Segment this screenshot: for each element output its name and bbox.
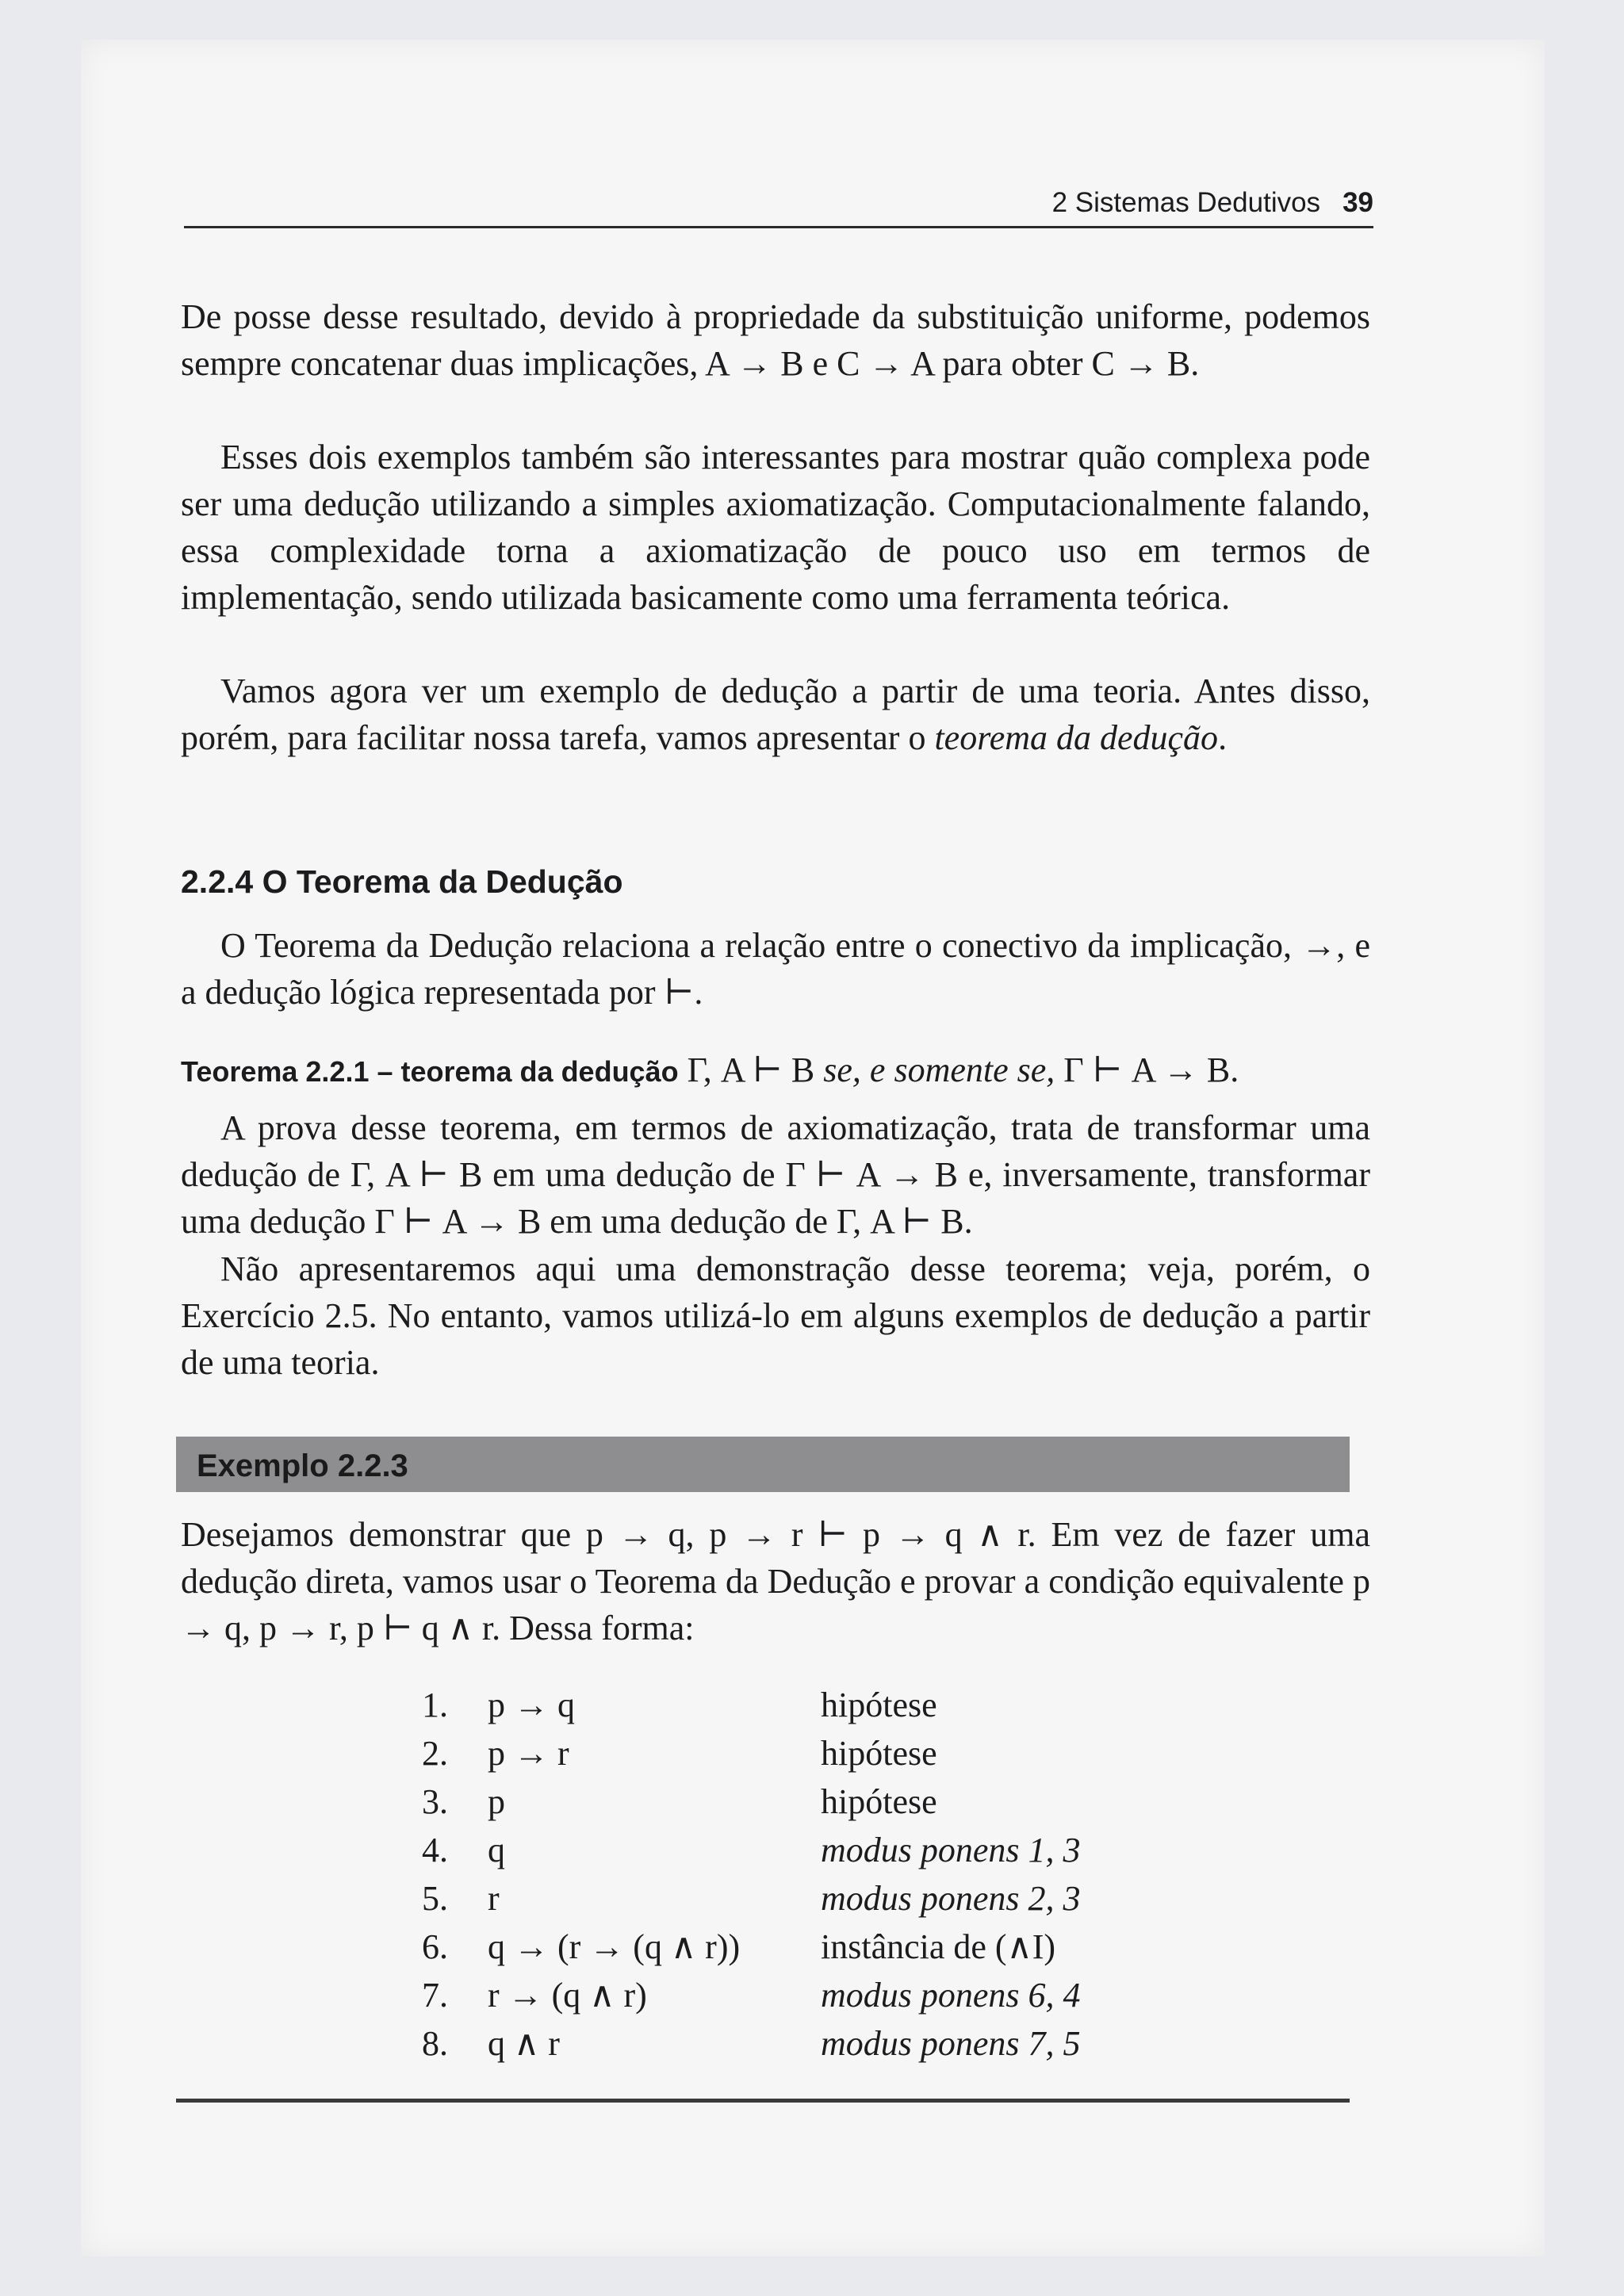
theorem-part1: Γ, A ⊢ B	[687, 1050, 815, 1089]
proof-step-formula: r	[488, 1879, 500, 1918]
proof-step-justification: instância de (∧I)	[821, 1927, 1056, 1966]
example-text: Desejamos demonstrar que p → q, p → r ⊢ p → q ∧ r. Em vez de fazer uma dedução direta, vamos usar o Teorema da Dedução e provar a condição equivalente p → q, p → r, p ⊢ q ∧ r. Dessa forma:	[181, 1515, 1370, 1647]
proof-step-number: 2.	[422, 1734, 448, 1773]
proof-step-formula: q → (r → (q ∧ r))	[488, 1927, 741, 1966]
proof-step-formula: p → r	[488, 1734, 569, 1773]
paragraph-3	[181, 668, 1370, 761]
proof-step-justification: hipótese	[821, 1734, 937, 1773]
proof-step-justification: modus ponens 6, 4	[821, 1976, 1081, 2015]
paragraph-5: A prova desse teorema, em termos de axiomatização, trata de transformar uma dedução de Γ, A ⊢ B em uma dedução de Γ ⊢ A → B e, inversamente, transformar uma dedução Γ ⊢ A → B em uma dedução de Γ, A ⊢ B.	[181, 1108, 1370, 1241]
bottom-rule	[176, 2099, 1350, 2103]
proof-step-number: 3.	[422, 1782, 448, 1821]
proof-step-formula: q ∧ r	[488, 2024, 560, 2063]
proof-step-number: 4.	[422, 1831, 448, 1869]
proof-step-justification: hipótese	[821, 1782, 937, 1821]
section-heading: 2.2.4 O Teorema da Dedução	[181, 863, 623, 900]
proof-step-justification: hipótese	[821, 1686, 937, 1724]
theorem-part2: Γ ⊢ A → B.	[1063, 1050, 1239, 1089]
proof-step-justification: modus ponens 2, 3	[821, 1879, 1081, 1918]
example-header-bar	[176, 1437, 1350, 1492]
paragraph-6: Não apresentaremos aqui uma demonstração desse teorema; veja, porém, o Exercício 2.5. No entanto, vamos utilizá-lo em alguns exemplos de dedução a partir de uma teoria.	[181, 1249, 1370, 1382]
theorem-statement	[181, 1047, 1370, 1094]
page-number: 39	[1342, 187, 1373, 218]
proof-step-justification: modus ponens 7, 5	[821, 2024, 1081, 2063]
theorem-label: Teorema 2.2.1 – teorema da dedução	[181, 1055, 679, 1088]
proof-step-formula: p → q	[488, 1686, 575, 1724]
proof-step-justification: modus ponens 1, 3	[821, 1831, 1081, 1869]
proof-step-formula: r → (q ∧ r)	[488, 1976, 647, 2015]
example-title: Exemplo 2.2.3	[197, 1448, 408, 1483]
proof-step-number: 5.	[422, 1879, 448, 1918]
running-header	[184, 182, 1373, 224]
chapter-title: 2 Sistemas Dedutivos	[1051, 187, 1321, 218]
paragraph-2: Esses dois exemplos também são interessantes para mostrar quão complexa pode ser uma dedução utilizando a simples axiomatização. Computacionalmente falando, essa complexidade torna a axiomatização de pouco uso em termos de implementação, sendo utilizada basicamente como uma ferramenta teórica.	[181, 438, 1370, 617]
header-rule	[184, 226, 1373, 228]
paragraph-3-end: .	[1218, 718, 1228, 757]
paragraph-1: De posse desse resultado, devido à propriedade da substituição uniforme, podemos sempre concatenar duas implicações, A → B e C → A para obter C → B.	[181, 297, 1370, 383]
paragraph-4: O Teorema da Dedução relaciona a relação entre o conectivo da implicação, →, e a dedução lógica representada por ⊢.	[181, 926, 1370, 1012]
proof-step-number: 8.	[422, 2024, 448, 2063]
proof-step-number: 6.	[422, 1927, 448, 1966]
proof-step-number: 1.	[422, 1686, 448, 1724]
paragraph-3-emphasis: teorema da dedução	[934, 718, 1219, 757]
theorem-connective: se, e somente se,	[823, 1050, 1055, 1089]
paragraph-3-text: Vamos agora ver um exemplo de dedução a partir de uma teoria. Antes disso, porém, para facilitar nossa tarefa, vamos apresentar o	[181, 672, 1370, 757]
proof-step-formula: q	[488, 1831, 505, 1869]
proof-step-number: 7.	[422, 1976, 448, 2015]
proof-step-formula: p	[488, 1782, 505, 1821]
